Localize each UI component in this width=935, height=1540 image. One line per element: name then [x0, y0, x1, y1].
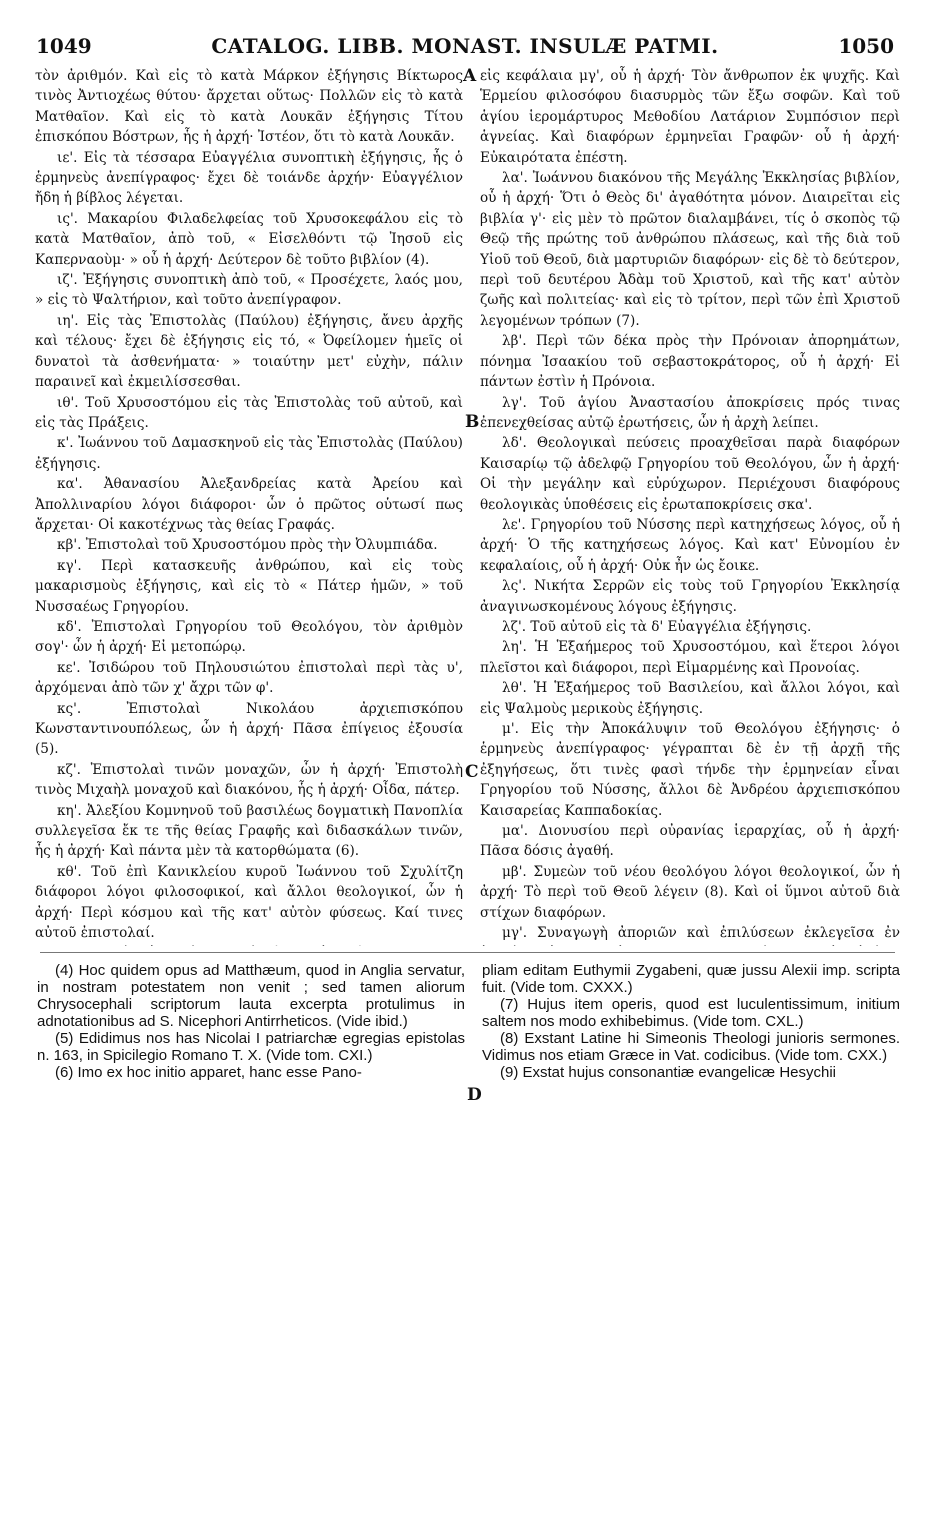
entry-18: ιη'. Εἰς τὰς Ἐπιστολὰς (Παύλου) ἐξήγησις, ἄνευ ἀρχῆς καὶ τέλους· ἔχει δὲ ἐξήγησις εἰς τό, « Ὀφείλομεν ἡμεῖς οἱ δυνατοὶ τὰ ἀσθενήματα· » τοιαύτην μετ' εὐχὴν, πάλιν παραινεῖ καὶ ἐκμειλίσσεσθαι. [35, 312, 463, 391]
left-column [35, 66, 463, 946]
entry-34: λδ'. Θεολογικαὶ πεύσεις προαχθεῖσαι παρὰ διαφόρων Καισαρίῳ τῷ ἀδελφῷ Γρηγορίου τοῦ Θεολόγου, ὧν ἡ ἀρχή· Οἱ τὴν μεγάλην καὶ εὐρύχωρον. Περιέχουσι διαφόρους θεολογικὰς ὑποθέσεις εἰς ἐρωταποκρίσεις σκα'. [480, 435, 900, 513]
entry-19: ιθ'. Τοῦ Χρυσοστόμου εἰς τὰς Ἐπιστολὰς τοῦ αὐτοῦ, καὶ εἰς τὰς Πράξεις. [35, 394, 463, 431]
entry-17: ιζ'. Ἐξήγησις συνοπτικὴ ἀπὸ τοῦ, « Προσέχετε, λαός μου, » εἰς τὸ Ψαλτήριον, καὶ τοῦτο ἀνεπίγραφον. [35, 272, 463, 309]
running-header [36, 34, 894, 60]
entry-23: κγ'. Περὶ κατασκευῆς ἀνθρώπου, καὶ εἰς τοὺς μακαρισμοὺς ἐξήγησις, καὶ εἰς τὸ « Πάτερ ἡμῶν, » τοῦ Νυσσαέως Γρηγορίου. [35, 557, 463, 615]
entry-24: κδ'. Ἐπιστολαὶ Γρηγορίου τοῦ Θεολόγου, τὸν ἀριθμὸν σογ'· ὧν ἡ ἀρχή· Εἰ μετοπώρῳ. [35, 618, 463, 656]
footnote-7: (7) Hujus item operis, quod est luculentissimum, initium saltem nos modo exhibebimus. (Vide tom. CXL.) [482, 996, 900, 1030]
entry-28: κη'. Ἀλεξίου Κομνηνοῦ τοῦ βασιλέως δογματικὴ Πανοπλία συλλεγεῖσα ἔκ τε τῆς θείας Γραφῆς καὶ διδασκάλων τινῶν, ἧς ἡ ἀρχή· Καὶ πάντα μὲν τὰ κατορθώματα (6). [35, 802, 463, 860]
running-title: CATALOG. LIBB. MONAST. INSULÆ PATMI. [211, 34, 719, 58]
page-number-left: 1049 [36, 34, 92, 58]
footnotes-right [482, 962, 900, 1462]
entry-16: ις'. Μακαρίου Φιλαδελφείας τοῦ Χρυσοκεφάλου εἰς τὸ κατὰ Ματθαῖον, ἀπὸ τοῦ, « Εἰσελθόντι τῷ Ἰησοῦ εἰς Καπερναοὺμ· » οὗ ἡ ἀρχή· Δεύτερον δὲ τοῦτο βιβλίον (4). [35, 210, 463, 268]
entry-32: λβ'. Περὶ τῶν δέκα πρὸς τὴν Πρόνοιαν ἀπορημάτων, πόνημα Ἰσαακίου τοῦ σεβαστοκράτορος, οὗ ἡ ἀρχή· Εἰ πάντων ἐστὶν ἡ Πρόνοια. [480, 333, 900, 391]
entry-20: κ'. Ἰωάννου τοῦ Δαμασκηνοῦ εἰς τὰς Ἐπιστολὰς (Παύλου) ἐξήγησις. [35, 435, 463, 472]
entry-31: λα'. Ἰωάννου διακόνου τῆς Μεγάλης Ἐκκλησίας βιβλίον, οὗ ἡ ἀρχή· Ὅτι ὁ Θεὸς δι' ἀγαθότητα μόνον. Διαιρεῖται εἰς βιβλία γ'· εἰς μὲν τὸ πρῶτον διαλαμβάνει, τίς ὁ σκοπὸς τῷ Θεῷ τῆς πρώτης τοῦ ἀνθρώπου πλάσεως, καὶ τῆς διὰ τοῦ Υἱοῦ τοῦ Θεοῦ, διὰ μαρτυριῶν διαφόρων· εἰς δὲ τὸ δεύτερον, περὶ τοῦ δευτέρου Ἀδὰμ τοῦ Χριστοῦ, καὶ τῆς κατ' αὐτὸν ζωῆς καὶ πολιτείας· καὶ εἰς τὸ τρίτον, περὶ τῶν ἐπὶ Χριστοῦ λεγομένων τρόπων (7). [480, 170, 900, 329]
right-column [480, 66, 900, 946]
entry-35: λε'. Γρηγορίου τοῦ Νύσσης περὶ κατηχήσεως λόγος, οὗ ἡ ἀρχή· Ὁ τῆς κατηχήσεως λόγος. Καὶ κατ' Εὐνομίου ἐν κεφαλαίοις, οὗ ἡ ἀρχή· Οὐκ ἦν ὡς ἔοικε. [480, 516, 900, 574]
footnote-9: (9) Exstat hujus consonantiæ evangelicæ Hesychii [500, 1064, 836, 1081]
entry-42: μβ'. Συμεὼν τοῦ νέου θεολόγου λόγοι θεολογικοί, ὧν ἡ ἀρχή· Τὸ περὶ τοῦ Θεοῦ λέγειν (8). Καὶ οἱ ὕμνοι αὐτοῦ διὰ στίχων διαφόρων. [480, 863, 900, 921]
footnote-4: (4) Hoc quidem opus ad Matthæum, quod in Anglia servatur, in nostram potestatem non venit ; sed tamen aliorum Chrysocephali scriptorum lauta excerpta protulimus in adnotationibus ad S. Nicephori Antirrheticos. (Vide ibid.) [37, 962, 465, 1030]
entry-40: μ'. Εἰς τὴν Ἀποκάλυψιν τοῦ Θεολόγου ἐξήγησις· ὁ ἑρμηνεὺς ἀνεπίγραφος· γέγραπται δὲ ἐν τῇ ἀρχῇ τῆς ἐξηγήσεως, ὅτι τινὲς φασὶ τήνδε τὴν ἑρμηνείαν εἶναι Γρηγορίου τοῦ Νύσσης, ἄλλοι δὲ Ἀνδρέου ἀρχιεπισκόπου Καισαρείας Καππαδοκίας. [480, 721, 900, 819]
margin-letter-d: D [467, 1085, 482, 1105]
entry-29: κθ'. Τοῦ ἐπὶ Κανικλείου κυροῦ Ἰωάννου τοῦ Σχυλίτζη διάφοροι λόγοι φιλοσοφικοί, καὶ ἄλλοι θεολογικοί, ὧν ἡ ἀρχή· Περὶ κόσμου καὶ τῆς κατ' αὐτὸν φύσεως. Καί τινες αὐτοῦ ἐπιστολαί. [35, 863, 463, 942]
entry-43: μγ'. Συναγωγὴ ἀποριῶν καὶ ἐπιλύσεων ἐκλεγεῖσα ἐν [502, 925, 900, 942]
footnote-divider [40, 952, 895, 953]
footnote-8: (8) Exstant Latine hi Simeonis Theologi junioris sermones. Vidimus nos etiam Græce in Vat. codicibus. (Vide tom. CXX.) [482, 1030, 900, 1064]
footnote-6-continuation: pliam editam Euthymii Zygabeni, quæ jussu Alexii imp. scripta fuit. (Vide tom. CXXX.) [482, 962, 900, 996]
entry-39: λθ'. Ἡ Ἑξαήμερος τοῦ Βασιλείου, καὶ ἄλλοι λόγοι, καὶ εἰς Ψαλμοὺς μερικοὺς ἐξήγησις. [480, 680, 900, 717]
page-number-right: 1050 [838, 34, 894, 58]
entry-30 [35, 943, 463, 946]
entry-27: κζ'. Ἐπιστολαὶ τινῶν μοναχῶν, ὧν ἡ ἀρχή· Ἐπιστολὴ τινὸς Μιχαὴλ μοναχοῦ καὶ διακόνου, ἧς ἡ ἀρχή· Οἶδα, πάτερ. [35, 761, 463, 799]
entry-26: κς'. Ἐπιστολαὶ Νικολάου ἀρχιεπισκόπου Κωνσταντινουπόλεως, ὧν ἡ ἀρχή· Πᾶσα ἐπίγειος ἐξουσία (5). [35, 700, 463, 758]
footnote-5: (5) Edidimus nos has Nicolai I patriarchæ egregias epistolas n. 163, in Spicilegio Romano T. X. (Vide tom. CXI.) [37, 1030, 465, 1064]
margin-letter-a: A [463, 66, 477, 86]
entry-continuation: εἰς κεφάλαια μγ', οὗ ἡ ἀρχή· Τὸν ἄνθρωπον ἐκ ψυχῆς. Καὶ Ἑρμείου φιλοσόφου διασυρμὸς τῶν ἔξω σοφῶν. Καὶ τοῦ ἁγίου ἱερομάρτυρος Μεθοδίου Λατάριον Συμπόσιον περὶ ἁγνείας. Καὶ διαφόρων ἑρμηνεῖαι Γραφῶν· οὗ ἡ ἀρχή· Εὐκαιρότατα ἐπέστη. [480, 68, 900, 166]
footnote-6: (6) Imo ex hoc initio apparet, hanc esse Pano- [55, 1064, 362, 1081]
entry-continuation: τὸν ἀριθμόν. Καὶ εἰς τὸ κατὰ Μάρκον ἐξήγησις Βίκτωρος τινὸς Ἀντιοχέως θύτου· ἄρχεται οὕτως· Πολλῶν εἰς τὸ κατὰ Ματθαῖον. Καὶ εἰς τὸ κατὰ Λουκᾶν ἐξήγησις Τίτου ἐπισκόπου Βόστρων, ἧς ἡ ἀρχή· Ἰστέον, ὅτι τὸ κατὰ Λουκᾶν. [35, 68, 463, 146]
entry-38: λη'. Ἡ Ἑξαήμερος τοῦ Χρυσοστόμου, καὶ ἕτεροι λόγοι πλεῖστοι καὶ διάφοροι, περὶ Εἱμαρμένης καὶ Προνοίας. [480, 639, 900, 676]
entry-22: κβ'. Ἐπιστολαὶ τοῦ Χρυσοστόμου πρὸς τὴν Ὀλυμπιάδα. [57, 537, 438, 554]
entry-33: λγ'. Τοῦ ἁγίου Ἀναστασίου ἀποκρίσεις πρός τινας ἐπενεχθείσας αὐτῷ ἐρωτήσεις, ὧν ἡ ἀρχὴ λείπει. [480, 394, 900, 431]
entry-21: κα'. Ἀθανασίου Ἀλεξανδρείας κατὰ Ἀρείου καὶ Ἀπολλιναρίου λόγοι διάφοροι· ὧν ὁ πρῶτος οὑτωσί πως ἄρχεται· Οἱ κακοτέχνως τὰς θείας Γραφάς. [35, 476, 463, 533]
entry-41: μα'. Διονυσίου περὶ οὐρανίας ἱεραρχίας, οὗ ἡ ἀρχή· Πᾶσα δόσις ἀγαθή. [480, 823, 900, 860]
entry-25: κε'. Ἰσιδώρου τοῦ Πηλουσιώτου ἐπιστολαὶ περὶ τὰς υ', ἀρχόμεναι ἀπὸ τῶν χ' ἄχρι τῶν φ'. [35, 659, 463, 697]
margin-letter-b: B [465, 412, 480, 432]
entry-36: λς'. Νικήτα Σερρῶν εἰς τοὺς τοῦ Γρηγορίου Ἐκκλησίᾳ ἀναγινωσκομένους λόγους ἐξήγησις. [480, 578, 900, 615]
entry-37: λζ'. Τοῦ αὐτοῦ εἰς τὰ δ' Εὐαγγέλια ἐξήγησις. [502, 618, 812, 635]
margin-letter-c: C [465, 762, 479, 782]
footnotes-left [37, 962, 465, 1462]
entry-15: ιε'. Εἰς τὰ τέσσαρα Εὐαγγέλια συνοπτικὴ ἐξήγησις, ἧς ὁ ἑρμηνεὺς ἀνεπίγραφος· ἔχει δὲ τοιάνδε ἀρχήν· Εὐαγγέλιον ἤδη ἡ βίβλος λέγεται. [35, 149, 463, 207]
